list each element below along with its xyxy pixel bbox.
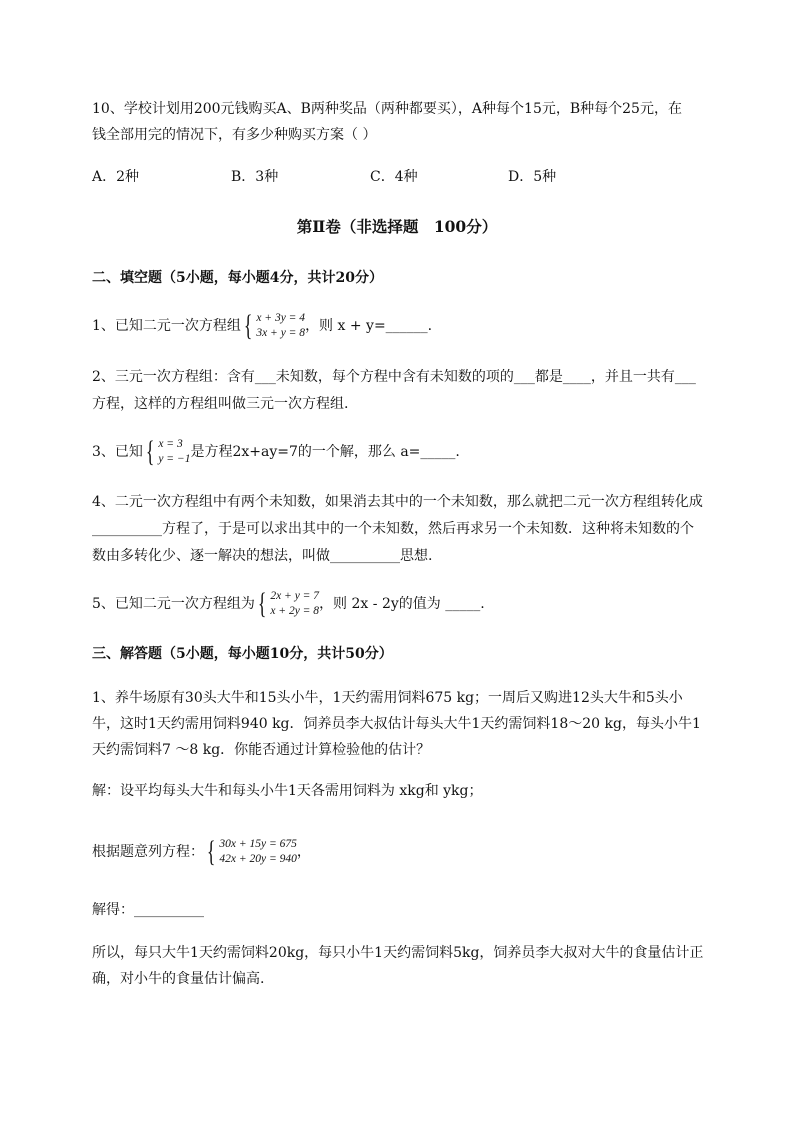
equation-system (255, 589, 319, 619)
fill-q4-line3: 数由多转化少、逐一解决的想法，叫做__________思想. (92, 548, 433, 564)
solution-equations (92, 832, 712, 872)
fill-q1-post: ，则 x + y=______. (305, 318, 433, 334)
equation-system (204, 837, 297, 867)
fill-q4-line1: 4、二元一次方程组中有两个未知数，如果消去其中的一个未知数，那么就把二元一次方程组转化成 (92, 494, 703, 510)
solve-q1-line2: 牛，这时1天约需用饲料940 kg．饲养员李大叔估计每头大牛1天约需饲料18～20 kg，每头小牛1 (92, 716, 701, 732)
equation-2: 3x + y = 8 (256, 327, 306, 339)
conclusion-line1: 所以，每只大牛1天约需饲料20kg，每只小牛1天约需饲料5kg，饲养员李大叔对大牛的食量估计正 (92, 945, 704, 961)
fill-q3 (92, 434, 712, 470)
equation-1: 2x + y = 7 (270, 590, 320, 602)
brace-icon: { (206, 835, 216, 868)
q10-line1: 10、学校计划用200元钱购买A、B两种奖品（两种都要买），A种每个15元，B种每个25元，在 (92, 101, 682, 117)
equation-system (143, 437, 191, 467)
fill-q3-pre: 3、已知 (92, 444, 143, 460)
brace-icon: { (257, 587, 267, 620)
equation-1: x + 3y = 4 (256, 312, 306, 324)
option-c: C．4种 (370, 169, 418, 185)
equation-2: x + 2y = 8 (270, 605, 320, 617)
solution-setup: 解：设平均每头大牛和每头小牛1天各需用饲料为 xkg和 ykg； (92, 783, 483, 799)
solve-q1-line1: 1、养牛场原有30头大牛和15头小牛，1天约需用饲料675 kg；一周后又购进12头大牛和5头小 (92, 690, 683, 706)
fill-q5-pre: 5、已知二元一次方程组为 (92, 596, 255, 612)
conclusion-line2: 确，对小牛的食量估计偏高. (92, 971, 265, 987)
equations-post: ， (296, 844, 311, 860)
equation-system (241, 311, 305, 341)
brace-icon: { (145, 435, 155, 468)
fill-q1-pre: 1、已知二元一次方程组 (92, 318, 241, 334)
equation-1: x = 3 (158, 438, 183, 450)
fill-q5 (92, 586, 712, 622)
option-b: B．3种 (231, 169, 279, 185)
solved-blank: 解得：__________ (92, 902, 204, 918)
equation-2: y = −1 (158, 453, 191, 465)
solve-q1-line3: 天约需饲料7 ～8 kg．你能否通过计算检验他的估计？ (92, 742, 431, 758)
solve-header: 三、解答题（5小题，每小题10分，共计50分） (92, 646, 393, 662)
option-d: D．5种 (508, 169, 557, 185)
fill-q1 (92, 308, 712, 344)
equation-1: 30x + 15y = 675 (219, 838, 297, 850)
section-title: 第Ⅱ卷（非选择题 100分） (296, 217, 498, 236)
fill-header: 二、填空题（5小题，每小题4分，共计20分） (92, 270, 383, 286)
option-a: A．2种 (92, 169, 140, 185)
fill-q2-line1: 2、三元一次方程组：含有___未知数，每个方程中含有未知数的项的___都是____，并且一共有___ (92, 369, 696, 385)
q10-line2: 钱全部用完的情况下，有多少种购买方案（ ） (92, 127, 377, 143)
fill-q3-post: 是方程2x+ay=7的一个解，那么 a=_____. (190, 444, 460, 460)
equation-2: 42x + 20y = 940 (219, 853, 297, 865)
equations-pre: 根据题意列方程： (92, 844, 204, 860)
fill-q4-line2: __________方程了，于是可以求出其中的一个未知数，然后再求另一个未知数．这种将未知数的个 (92, 521, 694, 537)
fill-q5-post: ，则 2x - 2y的值为 _____. (319, 596, 485, 612)
brace-icon: { (243, 309, 253, 342)
fill-q2-line2: 方程，这样的方程组叫做三元一次方程组. (92, 396, 349, 412)
